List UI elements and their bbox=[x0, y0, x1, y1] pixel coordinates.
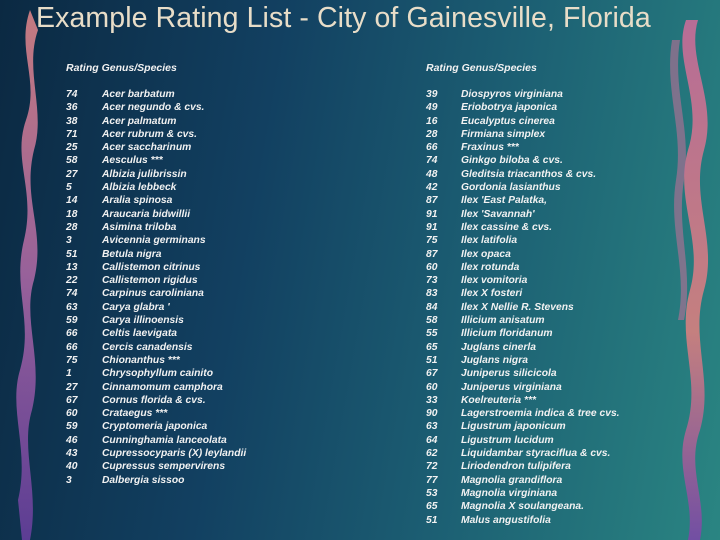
left-ribbon bbox=[16, 10, 38, 540]
rating-value: 1 bbox=[66, 368, 72, 380]
list-item bbox=[426, 115, 620, 128]
slide-title: Example Rating List - City of Gainesville, Florida bbox=[36, 2, 651, 34]
rating-value: 36 bbox=[66, 102, 78, 114]
species-name: Juniperus virginiana bbox=[461, 381, 562, 393]
rating-value: 60 bbox=[426, 381, 438, 393]
list-item bbox=[426, 221, 620, 234]
species-name: Gleditsia triacanthos & cvs. bbox=[461, 168, 597, 180]
species-name: Illicium anisatum bbox=[461, 315, 545, 327]
list-item bbox=[426, 394, 620, 407]
list-item bbox=[426, 234, 620, 247]
list-item bbox=[66, 381, 246, 394]
rating-value: 27 bbox=[66, 381, 78, 393]
species-name: Cryptomeria japonica bbox=[102, 421, 208, 433]
list-item bbox=[66, 327, 246, 340]
list-item bbox=[66, 181, 246, 194]
rating-value: 84 bbox=[426, 301, 438, 313]
species-name: Firmiana simplex bbox=[461, 128, 546, 140]
list-item bbox=[66, 88, 246, 101]
rating-value: 66 bbox=[66, 341, 78, 353]
list-item bbox=[66, 154, 246, 167]
rating-value: 67 bbox=[426, 368, 438, 380]
list-item bbox=[66, 394, 246, 407]
rating-value: 91 bbox=[426, 221, 438, 233]
list-item bbox=[66, 301, 246, 314]
species-name: Fraxinus *** bbox=[461, 142, 519, 154]
rating-value: 3 bbox=[66, 235, 72, 247]
rating-value: 49 bbox=[426, 102, 438, 114]
rating-value: 59 bbox=[66, 421, 78, 433]
species-name: Cupressus sempervirens bbox=[102, 461, 226, 473]
list-item bbox=[66, 141, 246, 154]
rating-value: 66 bbox=[426, 142, 438, 154]
rating-value: 63 bbox=[66, 301, 78, 313]
rating-value: 60 bbox=[66, 408, 78, 420]
species-name: Aesculus *** bbox=[102, 155, 163, 167]
species-name: Koelreuteria *** bbox=[461, 394, 536, 406]
rating-value: 72 bbox=[426, 461, 438, 473]
list-item bbox=[426, 341, 620, 354]
list-item bbox=[426, 447, 620, 460]
species-name: Acer barbatum bbox=[102, 89, 175, 100]
species-name: Ilex rotunda bbox=[461, 261, 520, 273]
species-name: Ilex 'East Palatka, bbox=[461, 195, 548, 207]
species-name: Aralia spinosa bbox=[102, 195, 173, 207]
rating-value: 14 bbox=[66, 195, 78, 207]
rating-value: 51 bbox=[66, 248, 78, 260]
rating-value: 39 bbox=[426, 89, 438, 100]
species-name: Chrysophyllum cainito bbox=[102, 368, 213, 380]
rating-value: 65 bbox=[426, 501, 438, 513]
rating-value: 58 bbox=[426, 315, 438, 327]
species-name: Avicennia germinans bbox=[102, 235, 206, 247]
species-name: Juniperus silicicola bbox=[461, 368, 557, 380]
species-name: Eucalyptus cinerea bbox=[461, 115, 555, 127]
list-item bbox=[426, 420, 620, 433]
rating-value: 25 bbox=[66, 142, 78, 154]
list-item bbox=[66, 420, 246, 433]
rating-value: 67 bbox=[66, 394, 78, 406]
species-name: Callistemon rigidus bbox=[102, 275, 198, 287]
right-column-header: Rating Genus/Species bbox=[426, 62, 537, 74]
rating-value: 58 bbox=[66, 155, 78, 167]
rating-value: 33 bbox=[426, 394, 438, 406]
rating-value: 66 bbox=[66, 328, 78, 340]
rating-value: 73 bbox=[426, 275, 438, 287]
rating-value: 65 bbox=[426, 341, 438, 353]
species-name: Magnolia virginiana bbox=[461, 487, 558, 499]
rating-value: 40 bbox=[66, 461, 78, 473]
list-item bbox=[66, 234, 246, 247]
list-item bbox=[66, 194, 246, 207]
list-item bbox=[426, 88, 620, 101]
species-name: Albizia julibrissin bbox=[102, 168, 187, 180]
list-item bbox=[66, 208, 246, 221]
rating-value: 59 bbox=[66, 315, 78, 327]
rating-value: 74 bbox=[66, 89, 78, 100]
rating-value: 16 bbox=[426, 115, 438, 127]
species-name: Dalbergia sissoo bbox=[102, 474, 185, 486]
list-item bbox=[66, 447, 246, 460]
list-item bbox=[66, 261, 246, 274]
species-name: Illicium floridanum bbox=[461, 328, 553, 340]
species-name: Acer rubrum & cvs. bbox=[102, 128, 197, 140]
rating-value: 43 bbox=[66, 448, 78, 460]
species-name: Carya glabra ' bbox=[102, 301, 170, 313]
rating-value: 13 bbox=[66, 261, 78, 273]
species-name: Chionanthus *** bbox=[102, 354, 180, 366]
list-item bbox=[66, 407, 246, 420]
rating-value: 91 bbox=[426, 208, 438, 220]
species-name: Asimina triloba bbox=[102, 221, 177, 233]
list-item bbox=[66, 314, 246, 327]
right-rating-list bbox=[426, 88, 620, 527]
species-name: Cornus florida & cvs. bbox=[102, 394, 206, 406]
list-item bbox=[426, 154, 620, 167]
rating-value: 74 bbox=[66, 288, 78, 300]
rating-value: 87 bbox=[426, 195, 438, 207]
left-rating-column bbox=[66, 62, 246, 487]
list-item bbox=[426, 354, 620, 367]
species-name: Ilex vomitoria bbox=[461, 275, 528, 287]
list-item bbox=[66, 354, 246, 367]
species-name: Cunninghamia lanceolata bbox=[102, 434, 227, 446]
rating-value: 5 bbox=[66, 182, 72, 194]
list-item bbox=[426, 434, 620, 447]
left-rating-list bbox=[66, 88, 246, 487]
list-item bbox=[426, 287, 620, 300]
list-item bbox=[426, 381, 620, 394]
species-name: Acer negundo & cvs. bbox=[102, 102, 205, 114]
species-name: Ilex cassine & cvs. bbox=[461, 221, 553, 233]
species-name: Eriobotrya japonica bbox=[461, 102, 558, 114]
list-item bbox=[426, 314, 620, 327]
list-item bbox=[426, 487, 620, 500]
list-item bbox=[426, 474, 620, 487]
rating-value: 53 bbox=[426, 487, 438, 499]
list-item bbox=[426, 327, 620, 340]
right-rating-column bbox=[426, 62, 620, 527]
rating-value: 42 bbox=[426, 182, 438, 194]
rating-value: 38 bbox=[66, 115, 78, 127]
species-name: Acer palmatum bbox=[102, 115, 177, 127]
rating-value: 46 bbox=[66, 434, 78, 446]
rating-value: 51 bbox=[426, 354, 438, 366]
species-name: Ginkgo biloba & cvs. bbox=[461, 155, 563, 167]
rating-value: 28 bbox=[66, 221, 78, 233]
list-item bbox=[426, 181, 620, 194]
rating-value: 75 bbox=[426, 235, 438, 247]
list-item bbox=[426, 460, 620, 473]
species-name: Malus angustifolia bbox=[461, 514, 551, 526]
species-name: Liquidambar styraciflua & cvs. bbox=[461, 448, 611, 460]
list-item bbox=[426, 248, 620, 261]
rating-value: 63 bbox=[426, 421, 438, 433]
species-name: Magnolia X soulangeana. bbox=[461, 501, 585, 513]
rating-value: 64 bbox=[426, 434, 438, 446]
species-name: Acer saccharinum bbox=[102, 142, 192, 154]
species-name: Cinnamomum camphora bbox=[102, 381, 223, 393]
species-name: Araucaria bidwillii bbox=[102, 208, 191, 220]
list-item bbox=[66, 287, 246, 300]
species-name: Magnolia grandiflora bbox=[461, 474, 563, 486]
rating-value: 60 bbox=[426, 261, 438, 273]
rating-value: 48 bbox=[426, 168, 438, 180]
list-item bbox=[66, 248, 246, 261]
list-item bbox=[66, 434, 246, 447]
species-name: Carya illinoensis bbox=[102, 315, 184, 327]
list-item bbox=[66, 274, 246, 287]
list-item bbox=[66, 168, 246, 181]
species-name: Juglans cinerla bbox=[461, 341, 536, 353]
list-item bbox=[426, 101, 620, 114]
list-item bbox=[426, 141, 620, 154]
species-name: Ilex 'Savannah' bbox=[461, 208, 535, 220]
list-item bbox=[426, 301, 620, 314]
rating-value: 55 bbox=[426, 328, 438, 340]
species-name: Cupressocyparis (X) leylandii bbox=[102, 448, 247, 460]
species-name: Lagerstroemia indica & tree cvs. bbox=[461, 408, 620, 420]
list-item bbox=[66, 101, 246, 114]
species-name: Carpinus caroliniana bbox=[102, 288, 204, 300]
list-item bbox=[426, 261, 620, 274]
list-item bbox=[426, 194, 620, 207]
species-name: Liriodendron tulipifera bbox=[461, 461, 571, 473]
left-column-header: Rating Genus/Species bbox=[66, 62, 177, 74]
rating-value: 71 bbox=[66, 128, 78, 140]
rating-value: 83 bbox=[426, 288, 438, 300]
species-name: Ligustrum lucidum bbox=[461, 434, 554, 446]
list-item bbox=[426, 168, 620, 181]
list-item bbox=[426, 367, 620, 380]
species-name: Cercis canadensis bbox=[102, 341, 193, 353]
species-name: Crataegus *** bbox=[102, 408, 168, 420]
species-name: Ilex opaca bbox=[461, 248, 511, 260]
list-item bbox=[66, 474, 246, 487]
list-item bbox=[66, 341, 246, 354]
rating-value: 62 bbox=[426, 448, 438, 460]
list-item bbox=[426, 208, 620, 221]
rating-value: 90 bbox=[426, 408, 438, 420]
species-name: Albizia lebbeck bbox=[102, 182, 177, 194]
rating-value: 22 bbox=[66, 275, 78, 287]
list-item bbox=[426, 274, 620, 287]
rating-value: 87 bbox=[426, 248, 438, 260]
rating-value: 77 bbox=[426, 474, 438, 486]
rating-value: 18 bbox=[66, 208, 78, 220]
list-item bbox=[426, 128, 620, 141]
species-name: Ligustrum japonicum bbox=[461, 421, 566, 433]
list-item bbox=[66, 115, 246, 128]
species-name: Betula nigra bbox=[102, 248, 162, 260]
species-name: Ilex latifolia bbox=[461, 235, 518, 247]
list-item bbox=[426, 407, 620, 420]
species-name: Celtis laevigata bbox=[102, 328, 177, 340]
list-item bbox=[66, 221, 246, 234]
rating-value: 74 bbox=[426, 155, 438, 167]
rating-value: 75 bbox=[66, 354, 78, 366]
list-item bbox=[66, 367, 246, 380]
species-name: Ilex X Nellie R. Stevens bbox=[461, 301, 574, 313]
list-item bbox=[66, 128, 246, 141]
species-name: Ilex X fosteri bbox=[461, 288, 523, 300]
species-name: Juglans nigra bbox=[461, 354, 528, 366]
rating-value: 3 bbox=[66, 474, 72, 486]
species-name: Diospyros virginiana bbox=[461, 89, 563, 100]
species-name: Gordonia lasianthus bbox=[461, 182, 561, 194]
rating-value: 28 bbox=[426, 128, 438, 140]
rating-value: 27 bbox=[66, 168, 78, 180]
species-name: Callistemon citrinus bbox=[102, 261, 201, 273]
list-item bbox=[426, 514, 620, 527]
list-item bbox=[66, 460, 246, 473]
rating-value: 51 bbox=[426, 514, 438, 526]
list-item bbox=[426, 500, 620, 513]
